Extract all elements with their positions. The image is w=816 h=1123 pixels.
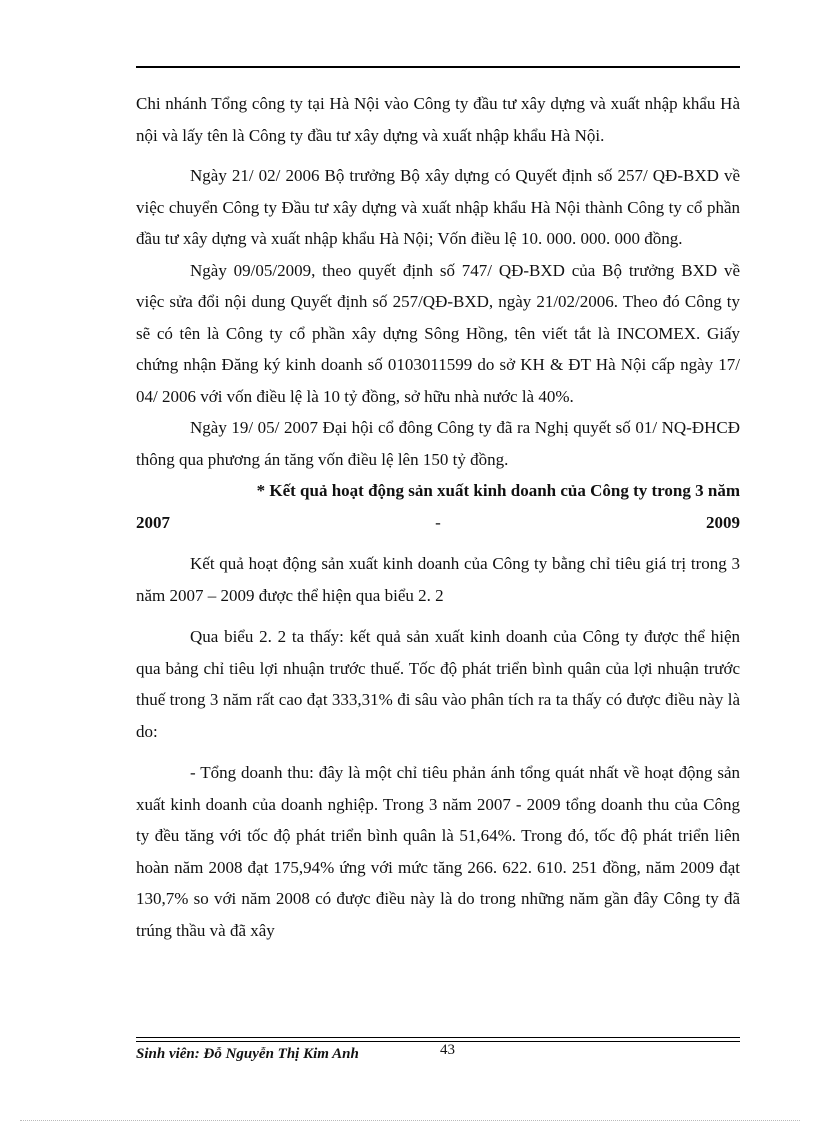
paragraph-6: Qua biểu 2. 2 ta thấy: kết quả sản xuất kinh doanh của Công ty được thể hiện qua bảng chỉ tiêu lợi nhuận trước thuế. Tốc độ phát triển bình quân của lợi nhuận trước thuế trong 3 năm rất cao đạt 333,31% đi sâu vào phân tích ra ta thấy có được điều này là do: — [136, 627, 740, 741]
student-name: Sinh viên: Đỗ Nguyễn Thị Kim Anh — [136, 1046, 359, 1062]
paragraph-3: Ngày 09/05/2009, theo quyết định số 747/ QĐ-BXD của Bộ trưởng BXD về việc sửa đổi nội dung Quyết định số 257/QĐ-BXD, ngày 21/02/2006. Theo đó Công ty sẽ có tên là Công ty cổ phần xây dựng Sông Hồng, tên viết tắt là INCOMEX. Giấy chứng nhận Đăng ký kinh doanh số 0103011599 do sở KH & ĐT Hà Nội cấp ngày 17/ 04/ 2006 với vốn điều lệ là 10 tỷ đồng, sở hữu nhà nước là 40%. — [136, 260, 740, 406]
page-footer — [136, 1037, 740, 1068]
page-number: 43 — [440, 1042, 455, 1058]
section-heading: * Kết quả hoạt động sản xuất kinh doanh của Công ty trong 3 năm — [256, 481, 740, 500]
year-end: 2009 — [705, 512, 740, 532]
header-rule — [136, 66, 740, 68]
paragraph-1: Chi nhánh Tổng công ty tại Hà Nội vào Công ty đầu tư xây dựng và xuất nhập khẩu Hà nội và lấy tên là Công ty đầu tư xây dựng và xuất nhập khẩu Hà Nội. — [136, 94, 740, 145]
section-heading-years — [136, 507, 740, 539]
paragraph-2: Ngày 21/ 02/ 2006 Bộ trưởng Bộ xây dựng có Quyết định số 257/ QĐ-BXD về việc chuyển Công ty Đầu tư xây dựng và xuất nhập khẩu Hà Nội thành Công ty cổ phần đầu tư xây dựng và xuất nhập khẩu Hà Nội; Vốn điều lệ 10. 000. 000. 000 đồng. — [136, 166, 740, 248]
paragraph-4: Ngày 19/ 05/ 2007 Đại hội cổ đông Công ty đã ra Nghị quyết số 01/ NQ-ĐHCĐ thông qua phương án tăng vốn điều lệ lên 150 tỷ đồng. — [136, 418, 740, 469]
document-body — [136, 88, 740, 946]
page-edge-dots — [20, 1120, 800, 1121]
year-dash: - — [435, 512, 441, 532]
paragraph-7: - Tổng doanh thu: đây là một chỉ tiêu phản ánh tổng quát nhất về hoạt động sản xuất kinh doanh của doanh nghiệp. Trong 3 năm 2007 - 2009 tổng doanh thu của Công ty đều tăng với tốc độ phát triển bình quân là 51,64%. Trong đó, tốc độ phát triển liên hoàn năm 2008 đạt 175,94% ứng với mức tăng 266. 622. 610. 251 đồng, năm 2009 đạt 130,7% so với năm 2008 có được điều này là do trong những năm gần đây Công ty đã trúng thầu và đã xây — [136, 763, 740, 940]
paragraph-5: Kết quả hoạt động sản xuất kinh doanh của Công ty bằng chỉ tiêu giá trị trong 3 năm 2007 – 2009 được thể hiện qua biểu 2. 2 — [136, 554, 740, 605]
year-start: 2007 — [136, 512, 170, 532]
